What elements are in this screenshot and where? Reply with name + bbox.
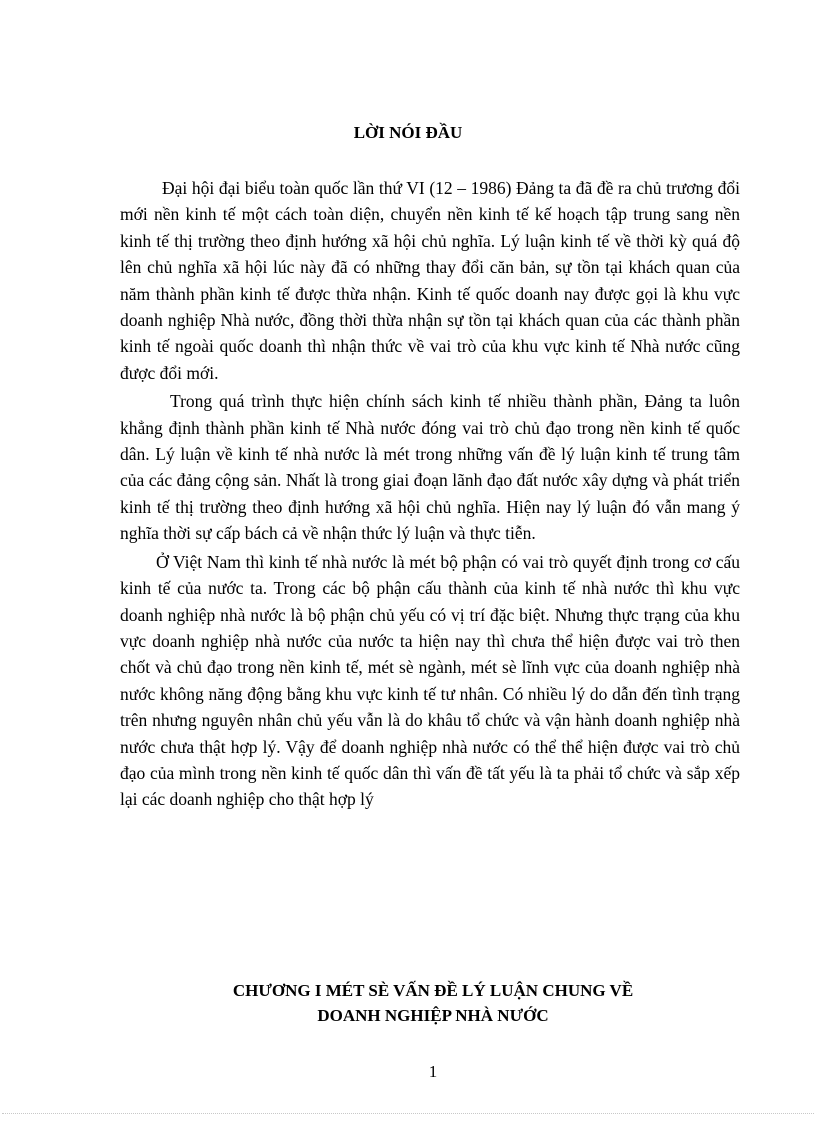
paragraph-2: Trong quá trình thực hiện chính sách kinh tế nhiều thành phần, Đảng ta luôn khẳng định thành phần kinh tế Nhà nước đóng vai trò chủ đạo trong nền kinh tế quốc dân. Lý luận về kinh tế nhà nước là mét trong những vấn đề lý luận kinh tế trung tâm của các đảng cộng sản. Nhất là trong giai đoạn lãnh đạo đất nước xây dựng và phát triển kinh tế thị trường theo định hướng xã hội chủ nghĩa. Hiện nay lý luận đó vẫn mang ý nghĩa thời sự cấp bách cả về nhận thức lý luận và thực tiễn. [120, 391, 740, 544]
preface-title: LỜI NÓI ĐẦU [353, 123, 463, 142]
chapter-heading-line-1: CHƯƠNG I MÉT SÈ VẤN ĐỀ LÝ LUẬN CHUNG VỀ [232, 981, 634, 1000]
chapter-heading-line-2: DOANH NGHIỆP NHÀ NƯỚC [317, 1006, 549, 1025]
page-number: 1 [428, 1062, 438, 1081]
footer-divider [2, 1113, 814, 1114]
chapter-heading [0, 978, 816, 1028]
paragraph-1: Đại hội đại biểu toàn quốc lần thứ VI (12 – 1986) Đảng ta đã đề ra chủ trương đổi mới nền kinh tế một cách toàn diện, chuyển nền kinh tế kế hoạch tập trung sang nền kinh tế thị trường theo định hướng xã hội chủ nghĩa. Lý luận kinh tế về thời kỳ quá độ lên chủ nghĩa xã hội lúc này đã có những thay đổi căn bản, sự tồn tại khách quan của năm thành phần kinh tế được thừa nhận. Kinh tế quốc doanh nay được gọi là khu vực doanh nghiệp Nhà nước, đồng thời thừa nhận sự tồn tại khách quan của các thành phần kinh tế ngoài quốc doanh thì nhận thức về vai trò của khu vực kinh tế Nhà nước cũng được đổi mới. [120, 178, 740, 383]
paragraph-3: Ở Việt Nam thì kinh tế nhà nước là mét bộ phận có vai trò quyết định trong cơ cấu kinh tế của nước ta. Trong các bộ phận cấu thành của kinh tế nhà nước thì khu vực doanh nghiệp nhà nước là bộ phận chủ yếu có vị trí đặc biệt. Nhưng thực trạng của khu vực doanh nghiệp nhà nước của nước ta hiện nay thì chưa thể hiện được vai trò then chốt và chủ đạo trong nền kinh tế, mét sè ngành, mét sè lĩnh vực của doanh nghiệp nhà nước không năng động bằng khu vực kinh tế tư nhân. Có nhiều lý do dẫn đến tình trạng trên nhưng nguyên nhân chủ yếu vẫn là do khâu tổ chức và vận hành doanh nghiệp nhà nước chưa thật hợp lý. Vậy để doanh nghiệp nhà nước có thể thể hiện được vai trò chủ đạo của mình trong nền kinh tế quốc dân thì vấn đề tất yếu là ta phải tổ chức và sắp xếp lại các doanh nghiệp cho thật hợp lý [120, 551, 740, 810]
preface-body [120, 175, 740, 815]
